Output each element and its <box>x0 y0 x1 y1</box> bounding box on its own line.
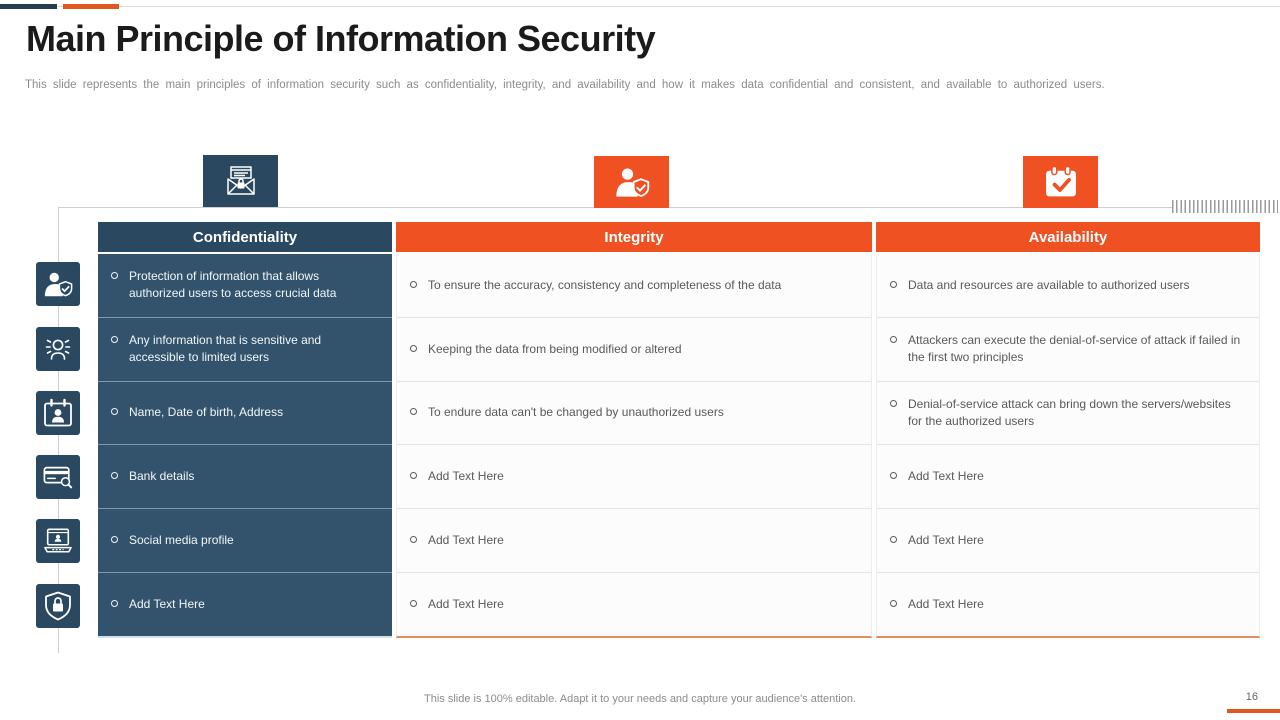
cell-text: To endure data can't be changed by unauthorized users <box>428 405 724 420</box>
cell-text: Data and resources are available to authorized users <box>908 277 1190 292</box>
table-row <box>397 572 871 636</box>
top-accent-dark <box>0 4 57 9</box>
bullet-icon <box>410 281 417 288</box>
bullet-icon <box>890 281 897 288</box>
cell-text: Add Text Here <box>908 533 984 548</box>
table-row <box>98 508 392 572</box>
column-body-integrity <box>396 254 872 638</box>
cell-text: Keeping the data from being modified or altered <box>428 341 682 356</box>
cell-text: Add Text Here <box>428 469 504 484</box>
calendar-check-icon <box>1023 156 1098 208</box>
column-header-confidentiality: Confidentiality <box>98 222 392 252</box>
cell-text: Add Text Here <box>428 596 504 611</box>
page-number: 16 <box>1245 691 1258 703</box>
laptop-profile-icon <box>36 519 80 563</box>
bullet-icon <box>410 472 417 479</box>
table-row <box>98 254 392 317</box>
cell-text: Add Text Here <box>428 533 504 548</box>
bullet-icon <box>890 600 897 607</box>
column-body-confidentiality <box>98 254 392 638</box>
bullet-icon <box>890 472 897 479</box>
table-row <box>397 317 871 381</box>
column-header-availability: Availability <box>876 222 1260 252</box>
cell-text: Add Text Here <box>908 469 984 484</box>
bullet-icon <box>890 400 897 407</box>
table-row <box>98 317 392 381</box>
table-row <box>877 254 1259 317</box>
slide-subtitle: This slide represents the main principles of information security such as confidentiality, integrity, and availability and how it makes data confidential and consistent, and available to authorized users. <box>25 79 1105 91</box>
table-row <box>397 254 871 317</box>
column-integrity <box>396 222 872 638</box>
credit-card-search-icon <box>36 455 80 499</box>
table-row <box>98 381 392 445</box>
table-row <box>877 444 1259 508</box>
table-row <box>877 381 1259 445</box>
page-title: Main Principle of Information Security <box>26 18 656 59</box>
cell-text: Protection of information that allows authorized users to access crucial data <box>129 269 337 301</box>
user-shield-icon <box>594 156 669 208</box>
table-row <box>877 317 1259 381</box>
table-row <box>397 508 871 572</box>
footer-note: This slide is 100% editable. Adapt it to your needs and capture your audience's attention. <box>424 693 856 705</box>
bullet-icon <box>111 272 118 279</box>
cell-text: Add Text Here <box>129 596 205 611</box>
table-row <box>98 572 392 636</box>
principles-table <box>98 222 1260 638</box>
page-number-accent-bar <box>1227 709 1280 713</box>
top-divider-line <box>0 6 1280 7</box>
envelope-lock-icon <box>203 155 278 207</box>
cell-text: Add Text Here <box>908 596 984 611</box>
user-shield-icon <box>36 262 80 306</box>
shield-lock-icon <box>36 584 80 628</box>
table-row <box>877 572 1259 636</box>
bullet-icon <box>111 472 118 479</box>
calendar-user-icon <box>36 391 80 435</box>
table-row <box>397 381 871 445</box>
column-body-availability <box>876 254 1260 638</box>
column-availability <box>876 222 1260 638</box>
cell-text: Denial-of-service attack can bring down the servers/websites for the authorized users <box>908 396 1231 429</box>
bullet-icon <box>111 336 118 343</box>
bullet-icon <box>410 536 417 543</box>
bullet-icon <box>111 408 118 415</box>
cell-text: Social media profile <box>129 533 234 548</box>
bullet-icon <box>410 408 417 415</box>
cell-text: Name, Date of birth, Address <box>129 405 284 420</box>
person-announce-icon <box>36 327 80 371</box>
cell-text: Bank details <box>129 469 195 484</box>
bullet-icon <box>111 536 118 543</box>
cell-text: Attackers can execute the denial-of-service of attack if failed in the first two principles <box>908 332 1241 365</box>
bullet-icon <box>410 345 417 352</box>
bullet-icon <box>111 600 118 607</box>
bullet-icon <box>890 336 897 343</box>
table-row <box>877 508 1259 572</box>
top-accent-orange <box>63 4 119 9</box>
column-header-integrity: Integrity <box>396 222 872 252</box>
column-confidentiality <box>98 222 392 638</box>
tick-pattern-decoration <box>1172 200 1278 213</box>
table-row <box>98 444 392 508</box>
bullet-icon <box>410 600 417 607</box>
table-row <box>397 444 871 508</box>
bullet-icon <box>890 536 897 543</box>
cell-text: Any information that is sensitive and accessible to limited users <box>129 332 322 365</box>
cell-text: To ensure the accuracy, consistency and completeness of the data <box>428 277 782 292</box>
